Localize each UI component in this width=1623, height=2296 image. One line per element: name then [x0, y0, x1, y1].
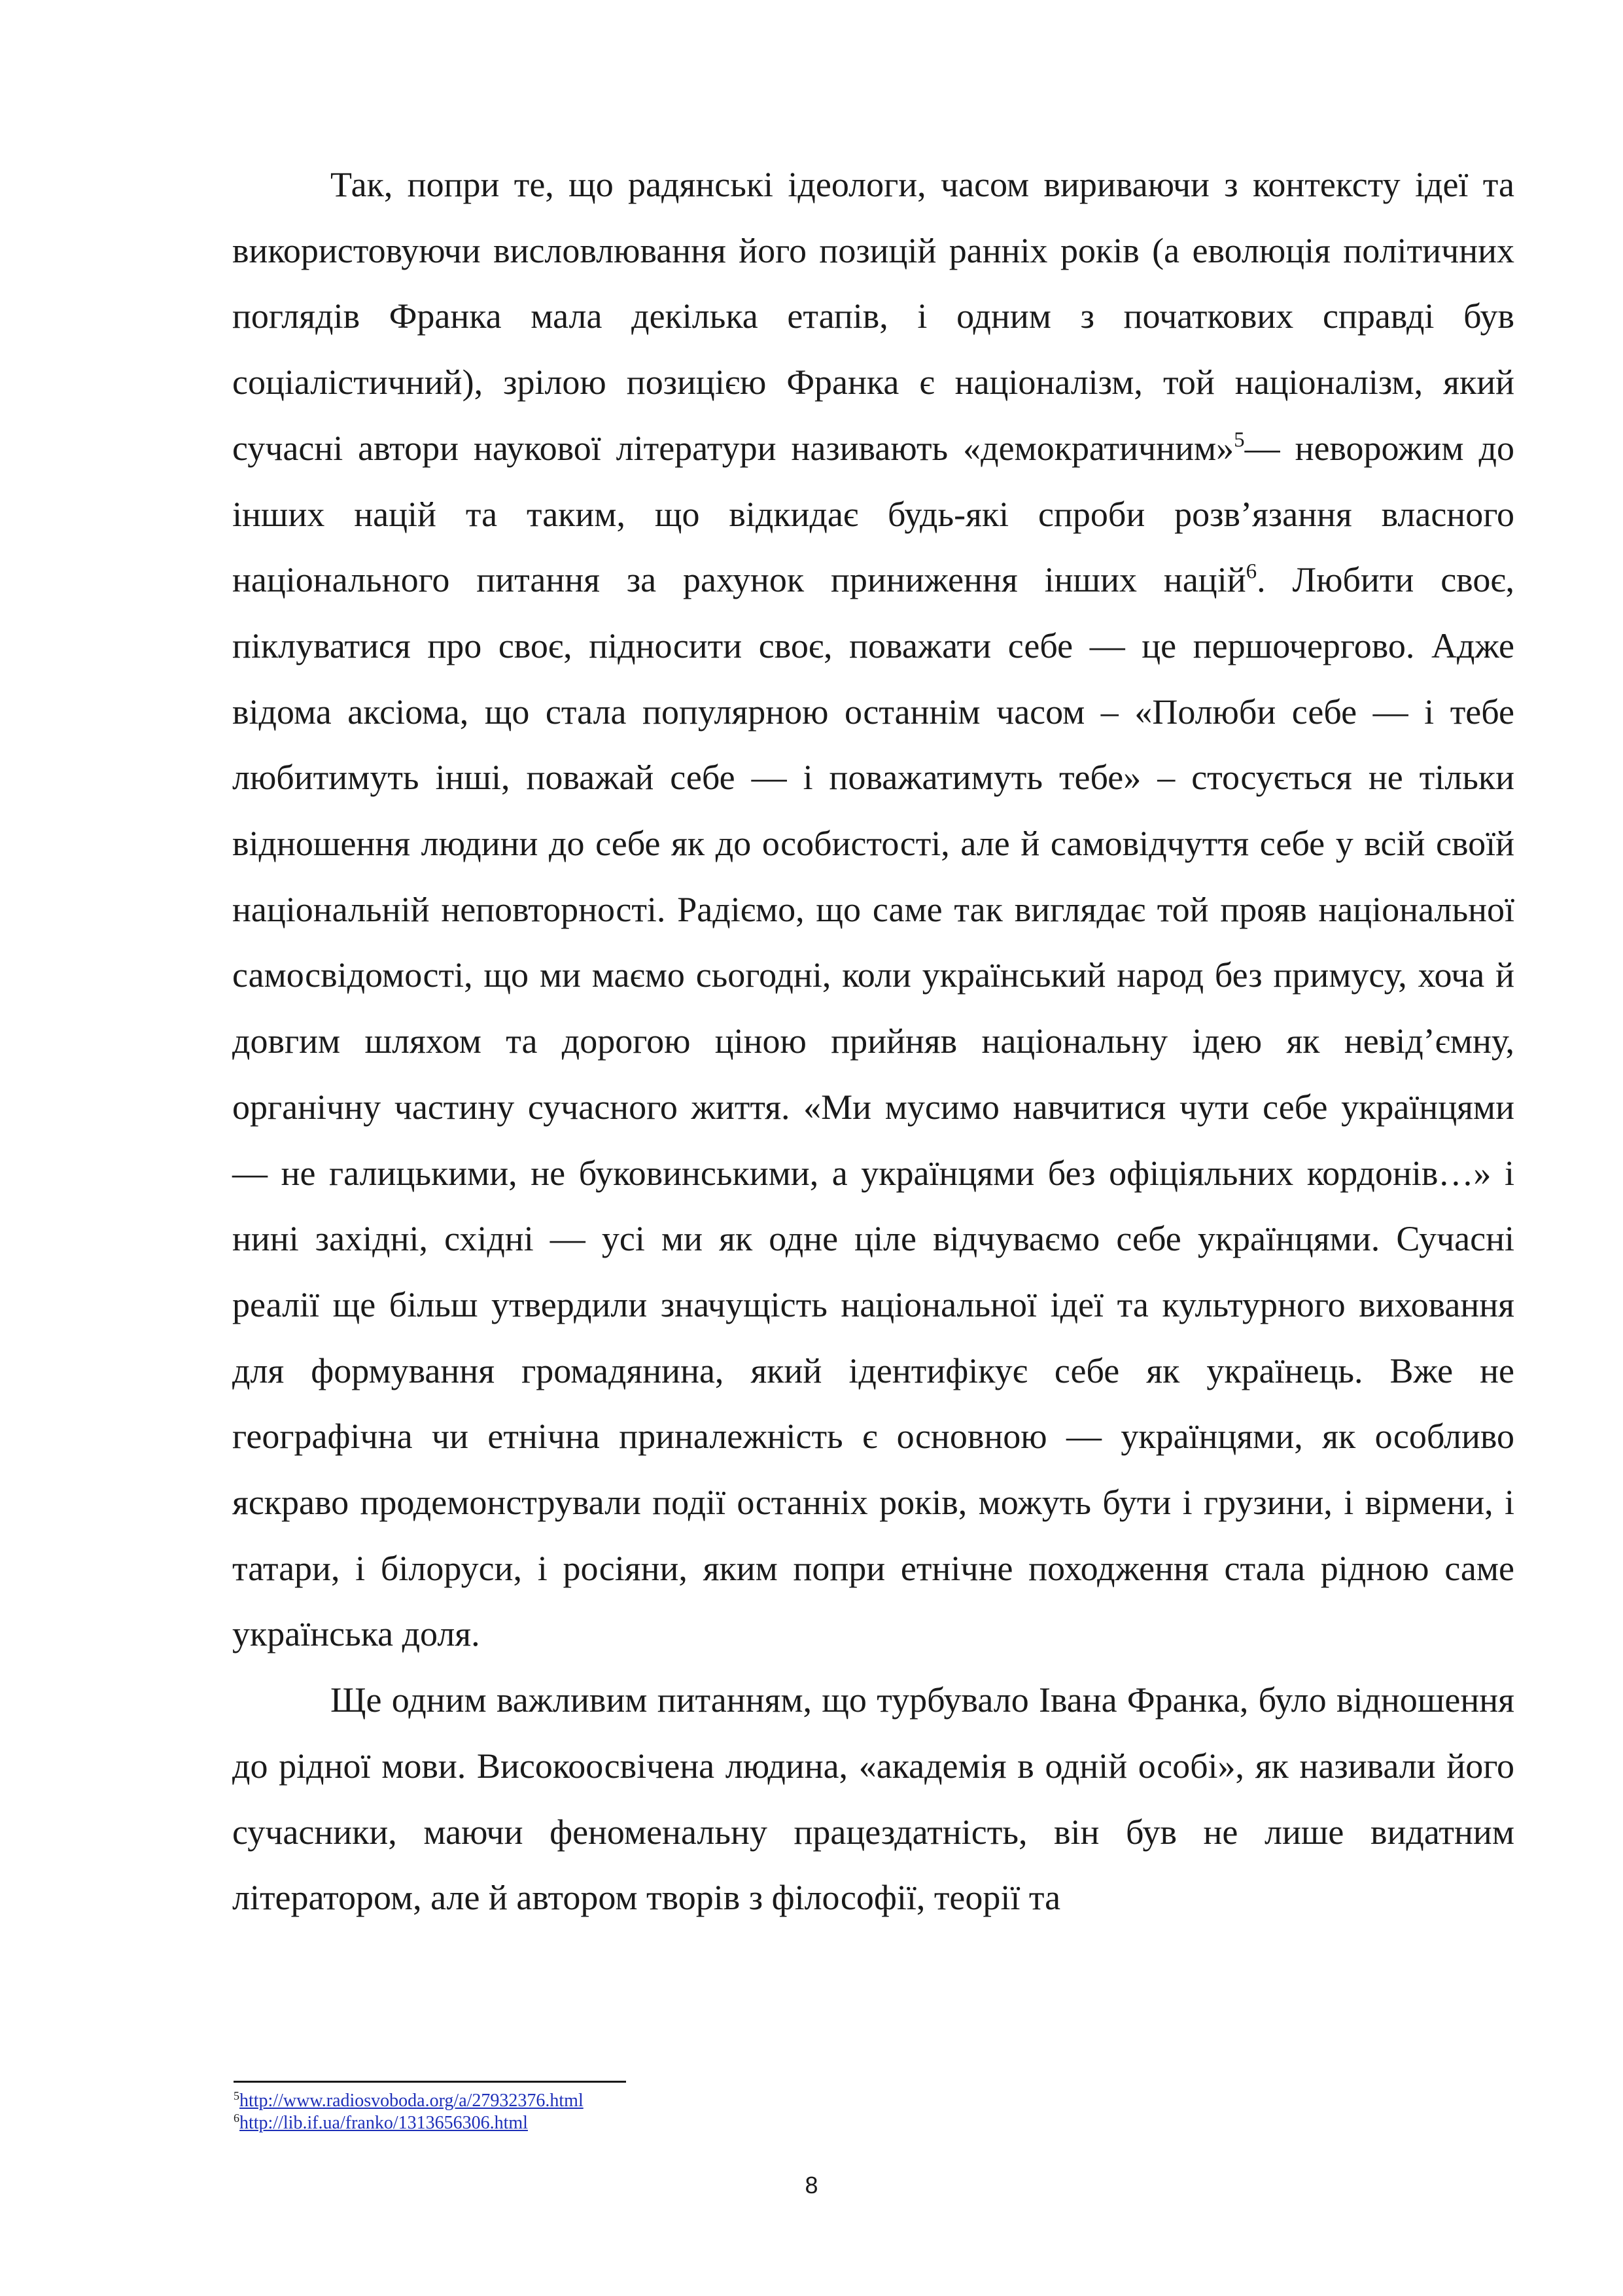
footnote-ref-6[interactable]: 6 — [1246, 559, 1257, 584]
footnote-6 — [234, 2112, 1215, 2134]
paragraph-1-part-3: . Любити своє, піклуватися про своє, підносити своє, поважати себе — це першочергово. Адже відома аксіома, що стала популярною останнім часом – «Полюби себе — і тебе любитимуть інші, поважай себе — і поважатимуть тебе» – стосується не тільки відношення людини до себе як до особистості, але й самовідчуття себе у всій своїй національній неповторності. Радіємо, що саме так виглядає той прояв національної самосвідомості, що ми маємо сьогодні, коли український народ без примусу, хоча й довгим шляхом та дорогою ціною прийняв національну ідею як невід’ємну, органічну частину сучасного життя. «Ми мусимо навчитися чути себе українцями — не галицькими, не буковинськими, а українцями без офіціяльних кордонів…» і нині західні, східні — усі ми як одне ціле відчуваємо себе українцями. Сучасні реалії ще більш утвердили значущість національної ідеї та культурного виховання для формування громадянина, який ідентифікує себе як українець. Вже не географічна чи етнічна приналежність є основною — українцями, як особливо яскраво продемонстрували події останніх років, можуть бути і грузини, і вірмени, і татари, і білоруси, і росіяни, яким попри етнічне походження стала рідною саме українська доля. — [232, 560, 1514, 1654]
footnote-link-6[interactable]: http://lib.if.ua/franko/1313656306.html — [239, 2113, 528, 2133]
page-number: 8 — [805, 2172, 818, 2199]
footnotes — [234, 2090, 1215, 2134]
footnote-ref-5[interactable]: 5 — [1234, 428, 1245, 452]
footnote-mark-5: 5 — [234, 2089, 239, 2103]
paragraph-1-part-2: — неворожим до інших націй та таким, що відкидає будь-які спроби розв’язання власного національного питання за рахунок приниження інших націй — [232, 428, 1514, 600]
footnote-mark-6: 6 — [234, 2111, 239, 2125]
body-text — [232, 152, 1514, 1931]
paragraph-2: Ще одним важливим питанням, що турбувало Івана Франка, було відношення до рідної мови. Високоосвічена людина, «академія в одній особі», як називали його сучасники, маючи феноменальну працездатність, він був не лише видатним літератором, але й автором творів з філософії, теорії та — [232, 1680, 1514, 1918]
footnote-separator — [234, 2081, 626, 2083]
footnote-5 — [234, 2090, 1215, 2112]
paragraph-1 — [232, 152, 1514, 1667]
paragraph-1-part-1: Так, попри те, що радянські ідеологи, часом вириваючи з контексту ідеї та використовуючи висловлювання його позицій ранніх років (а еволюція політичних поглядів Франка мала декілька етапів, і одним з початкових справді був соціалістичний), зрілою позицією Франка є націоналізм, той націоналізм, який сучасні автори наукової літератури називають «демократичним» — [232, 165, 1514, 468]
footnote-link-5[interactable]: http://www.radiosvoboda.org/a/27932376.html — [239, 2091, 584, 2111]
